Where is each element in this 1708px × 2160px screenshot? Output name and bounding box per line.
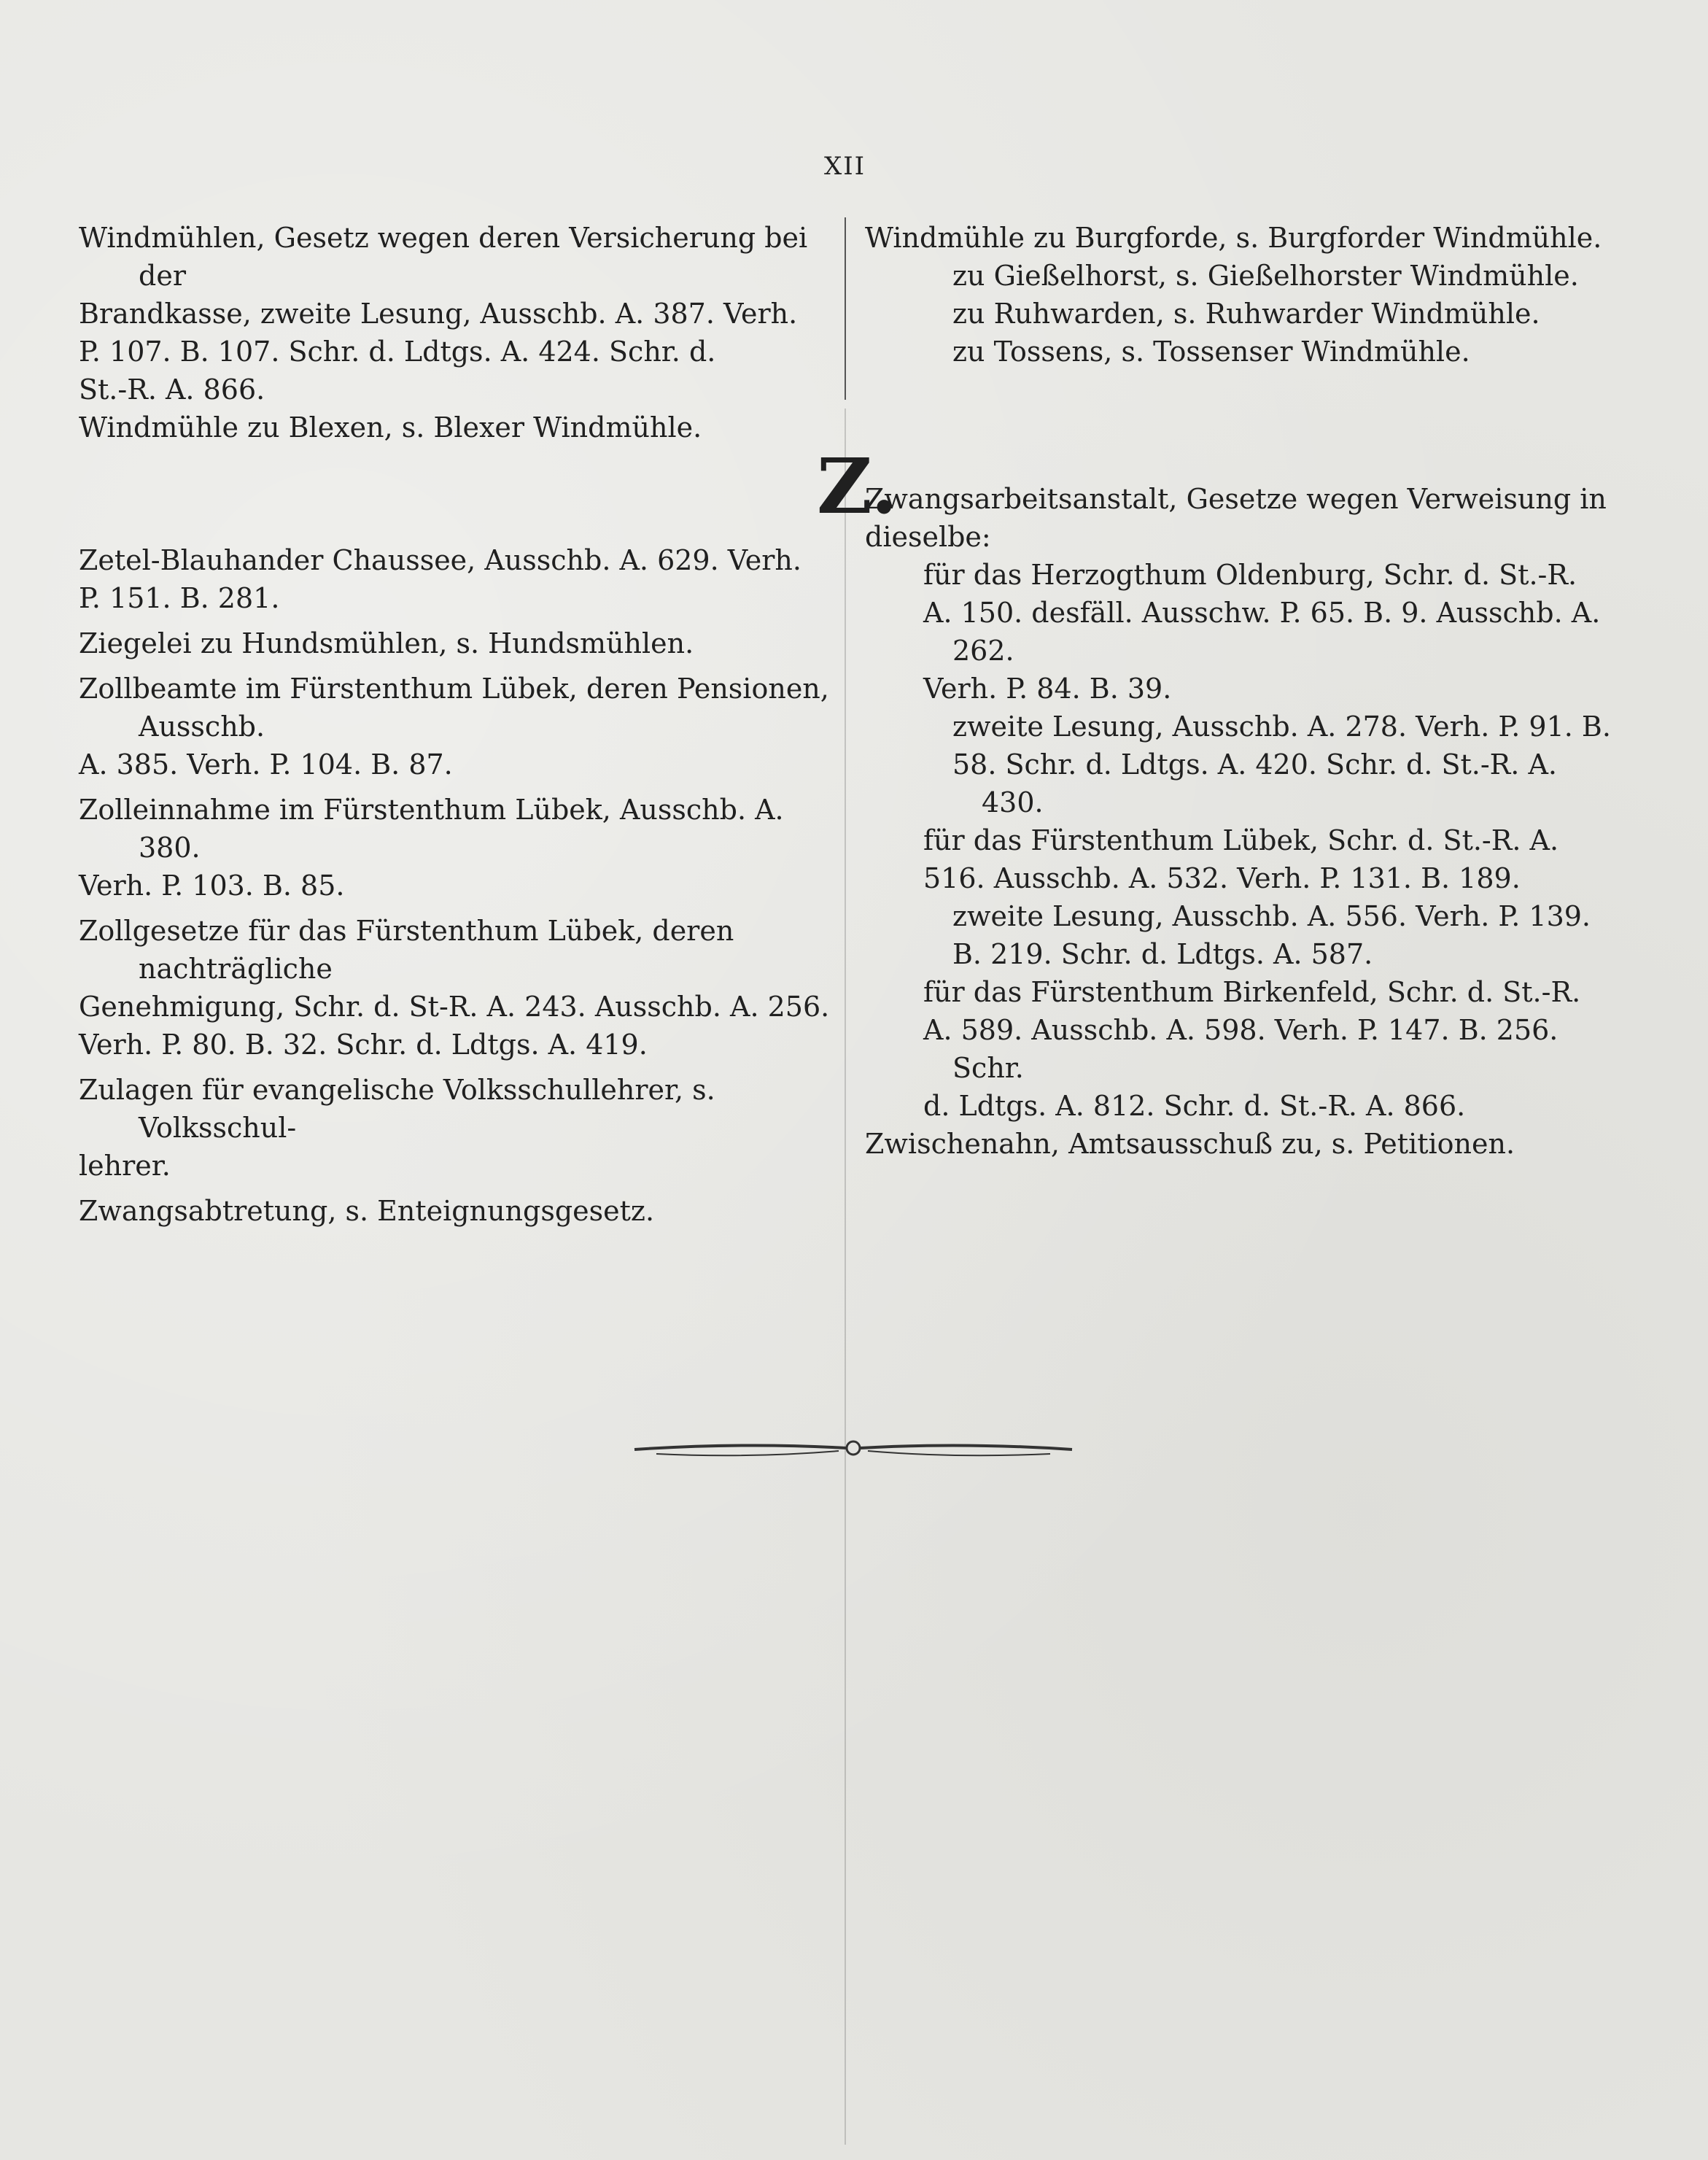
entry-line: dieselbe:	[865, 521, 991, 553]
index-subentry	[865, 708, 1623, 821]
right-column	[865, 219, 1623, 1163]
index-entry	[79, 219, 830, 409]
entry-line: Zollgesetze für das Fürstenthum Lübek, deren nachträgliche	[79, 915, 734, 985]
index-entry	[79, 1071, 830, 1185]
page-number: XII	[824, 152, 866, 181]
entry-line: für das Herzogthum Oldenburg, Schr. d. St.-R.	[923, 559, 1577, 591]
index-entry	[865, 219, 1623, 257]
section-letter: Z.	[817, 441, 898, 531]
entry-line: 516. Ausschb. A. 532. Verh. P. 131. B. 189.	[923, 862, 1521, 894]
index-subentry	[865, 556, 1623, 708]
entry-line: Windmühlen, Gesetz wegen deren Versicherung bei der	[79, 222, 808, 292]
section-gap	[865, 371, 1623, 480]
index-subentry	[865, 821, 1623, 897]
entry-line: Zwischenahn, Amtsausschuß zu, s. Petitionen.	[865, 1128, 1515, 1160]
left-column	[79, 219, 830, 1230]
entry-line: P. 107. B. 107. Schr. d. Ldtgs. A. 424. Schr. d.	[79, 336, 716, 368]
column-divider-faint	[845, 409, 846, 2145]
entry-line: Brandkasse, zweite Lesung, Ausschb. A. 387. Verh.	[79, 298, 798, 330]
entry-line: A. 150. desfäll. Ausschw. P. 65. B. 9. Ausschb. A. 262.	[923, 597, 1601, 667]
entry-line: für das Fürstenthum Lübek, Schr. d. St.-R. A.	[923, 824, 1559, 856]
index-entry	[79, 624, 830, 662]
entry-line: zweite Lesung, Ausschb. A. 556. Verh. P. 139.	[952, 900, 1591, 932]
section-gap	[79, 446, 830, 541]
entry-line: Zetel-Blauhander Chaussee, Ausschb. A. 629. Verh.	[79, 544, 801, 576]
entry-line: Zwangsarbeitsanstalt, Gesetze wegen Verweisung in	[865, 483, 1607, 515]
entry-line: Zolleinnahme im Fürstenthum Lübek, Ausschb. A. 380.	[79, 794, 784, 864]
index-subentry	[865, 897, 1623, 973]
entry-line: Ziegelei zu Hundsmühlen, s. Hundsmühlen.	[79, 627, 694, 659]
index-entry	[79, 912, 830, 1064]
column-divider	[845, 217, 846, 400]
entry-line: Verh. P. 84. B. 39.	[923, 673, 1172, 705]
entry-line: St.-R. A. 866.	[79, 373, 265, 406]
entry-line: Zulagen für evangelische Volksschullehrer, s. Volksschul-	[79, 1074, 715, 1144]
index-entry	[865, 1125, 1623, 1163]
entry-line: A. 589. Ausschb. A. 598. Verh. P. 147. B. 256. Schr.	[923, 1014, 1558, 1084]
end-ornament	[627, 1426, 1079, 1470]
index-subentry: zu Ruhwarden, s. Ruhwarder Windmühle.	[952, 298, 1540, 330]
index-entry	[79, 409, 830, 446]
index-entry	[79, 1192, 830, 1230]
entry-line: für das Fürstenthum Birkenfeld, Schr. d. St.-R.	[923, 976, 1581, 1008]
index-entry	[865, 480, 1623, 556]
index-subentry	[865, 973, 1623, 1125]
entry-line: B. 219. Schr. d. Ldtgs. A. 587.	[952, 938, 1373, 970]
entry-line: Zwangsabtretung, s. Enteignungsgesetz.	[79, 1195, 655, 1227]
index-entry	[79, 541, 830, 617]
entry-line: P. 151. B. 281.	[79, 582, 280, 614]
index-entry	[79, 670, 830, 783]
entry-line: A. 385. Verh. P. 104. B. 87.	[79, 748, 453, 781]
entry-line: Genehmigung, Schr. d. St-R. A. 243. Ausschb. A. 256.	[79, 991, 830, 1023]
entry-line: d. Ldtgs. A. 812. Schr. d. St.-R. A. 866.	[923, 1090, 1466, 1122]
entry-line: Zollbeamte im Fürstenthum Lübek, deren Pensionen, Ausschb.	[79, 673, 829, 743]
entry-line: Verh. P. 103. B. 85.	[79, 870, 345, 902]
entry-line: lehrer.	[79, 1150, 171, 1182]
index-subentry: zu Tossens, s. Tossenser Windmühle.	[952, 336, 1470, 368]
entry-line: 58. Schr. d. Ldtgs. A. 420. Schr. d. St.-R. A. 430.	[952, 748, 1557, 818]
entry-line: Verh. P. 80. B. 32. Schr. d. Ldtgs. A. 419.	[79, 1029, 648, 1061]
entry-line: zweite Lesung, Ausschb. A. 278. Verh. P. 91. B.	[952, 711, 1611, 743]
index-entry	[79, 791, 830, 905]
index-subentry: zu Gießelhorst, s. Gießelhorster Windmühle.	[952, 260, 1579, 292]
entry-line: Windmühle zu Burgforde, s. Burgforder Windmühle.	[865, 222, 1602, 254]
entry-line: Windmühle zu Blexen, s. Blexer Windmühle.	[79, 411, 702, 444]
